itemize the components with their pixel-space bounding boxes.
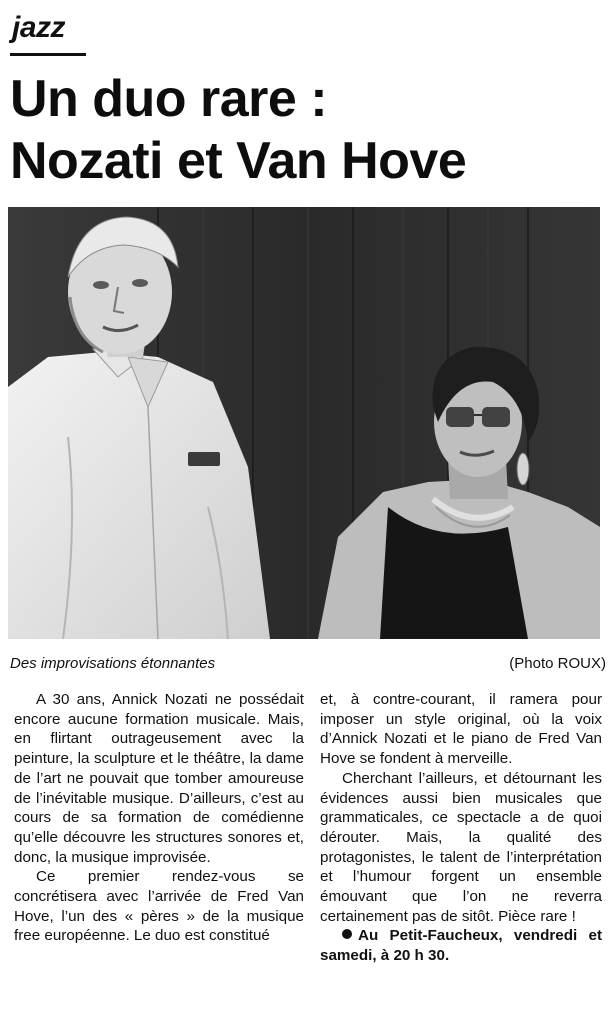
article-body xyxy=(14,690,604,1020)
body-paragraph: A 30 ans, Annick Nozati ne possédait encore aucune formation musicale. Mais, en flirtant outrageusement avec la peinture, la sculpture et le théâtre, la dame de l’art ne pouvait que tomber amoureuse de l’inévitable musique. D’ailleurs, c’est au cours de sa formation de comédienne qu’elle découvre les structures sonores et, donc, la musique improvisée. xyxy=(14,691,304,866)
photo-credit: (Photo ROUX) xyxy=(509,655,606,672)
headline-line-1: Un duo rare : xyxy=(10,70,328,128)
headline-line-2: Nozati et Van Hove xyxy=(10,132,467,190)
section-underline xyxy=(10,53,86,56)
body-paragraph: et, à contre-courant, il ramera pour imposer un style original, où la voix d’Annick Nozati et le piano de Fred Van Hove se fondent à merveille. xyxy=(320,691,602,768)
body-paragraph: Cherchant l’ailleurs, et détournant les évidences aussi bien musicales que grammaticales, ce spectacle a de quoi dérouter. Mais, la qualité des protagonistes, le talent de l’interprétation et l’humour forgent un ensemble émouvant que l’on ne reverra certainement pas de sitôt. Pièce rare ! xyxy=(320,769,602,925)
headline xyxy=(10,68,605,192)
press-photo xyxy=(8,207,600,639)
left-column xyxy=(14,690,304,946)
photo-caption: Des improvisations étonnantes xyxy=(10,655,216,672)
photo-illustration xyxy=(8,207,600,639)
bullet-icon xyxy=(342,929,352,939)
right-column xyxy=(320,690,602,966)
body-paragraph: Ce premier rendez-vous se concrétisera avec l’arrivée de Fred Van Hove, l’un des « pères » de la musique free européenne. Le duo est constitué xyxy=(14,868,304,945)
section-label: jazz xyxy=(12,11,66,44)
event-info xyxy=(320,926,602,965)
event-info-text: Au Petit-Faucheux, vendredi et samedi, à 20 h 30. xyxy=(320,927,602,965)
photo-caption-row xyxy=(10,653,606,675)
